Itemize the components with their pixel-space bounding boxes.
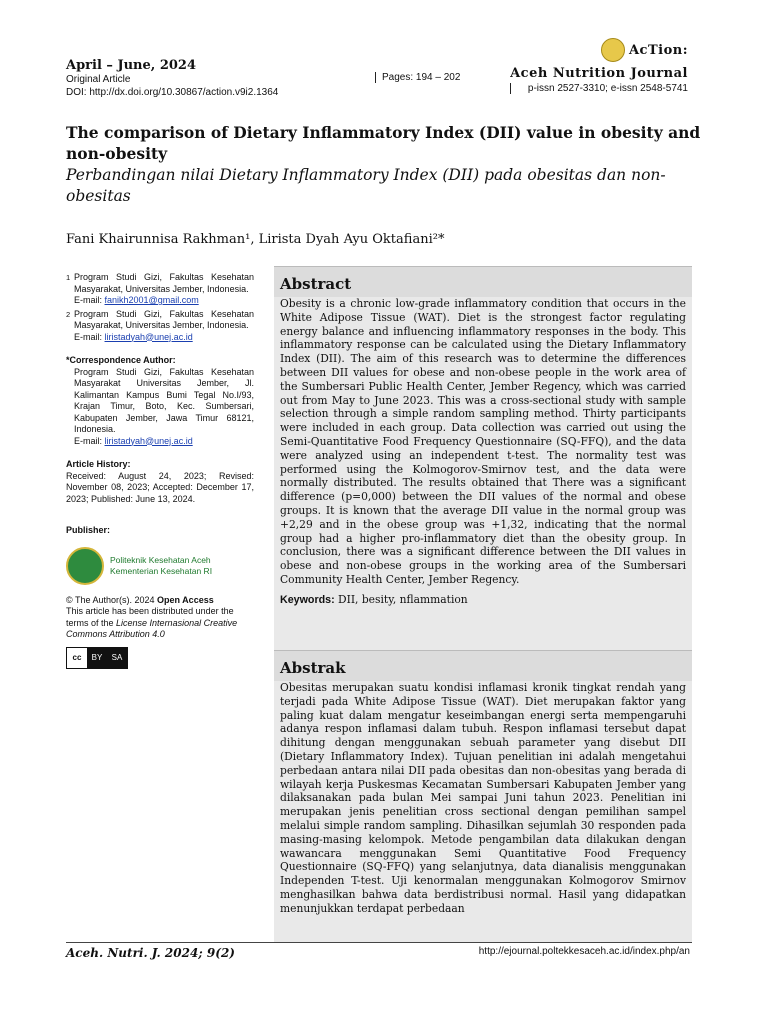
license	[66, 595, 254, 669]
keywords-label: Keywords:	[280, 593, 335, 606]
footer-url[interactable]: http://ejournal.poltekkesaceh.ac.id/index.php/an	[478, 946, 690, 957]
cc-license-badge[interactable]	[66, 647, 128, 669]
abstrak-heading: Abstrak	[274, 650, 692, 681]
history-heading: Article History:	[66, 459, 131, 469]
journal-name: Aceh Nutrition Journal	[510, 66, 688, 81]
email-link[interactable]: liristadyah@unej.ac.id	[104, 331, 193, 342]
authors: Fani Khairunnisa Rakhman¹, Lirista Dyah Ayu Oktafiani²*	[66, 232, 445, 247]
abstrak-text: Obesitas merupakan suatu kondisi inflamasi kronik tingkat rendah yang terjadi pada White Adipose Tissue (WAT). Diet merupakan faktor yang paling kuat dalam mengatur keseimbangan energi serta mempengaruhi adanya respon inflamasi dalam tubuh. Respon inflamasi tersebut dapat dihitung dengan menggunakan sebuah parameter yang disebut DII (Dietary Inflammatory Index). Tujuan penelitian ini adalah mengetahui perbedaan antara nilai DII pada obesitas dan non-obesitas yang berada di wilayah kerja Puskesmas Kecamatan Sumbersari Kabupaten Jember yang dilaksanakan pada bulan Mei sampai Juni tahun 2023. Penelitian ini merupakan jenis penelitian cross sectional dengan pemilihan sampel melalui simple random sampling. Dihasilkan sejumlah 30 responden pada masing-masing kelompok. Metode pengambilan data dilakukan dengan wawancara menggunakan Semi Quantitative Food Frequency Questionnaire (SQ-FFQ) yang selanjutnya, data dianalisis menggunakan Independen T-test. Uji kenormalan menggunakan Kolmogorov Smirnov menghasilkan bahwa data berdistribusi normal. Hasil yang didapatkan menunjukkan terdapat perbedaan	[280, 681, 686, 915]
issn: p-issn 2527-3310; e-issn 2548-5741	[510, 83, 688, 94]
article-history	[66, 459, 254, 505]
sa-icon: SA	[107, 648, 127, 668]
correspondence-email[interactable]: liristadyah@unej.ac.id	[104, 435, 193, 446]
abstract-section	[274, 266, 692, 612]
logo-text: AcTion:	[628, 42, 688, 58]
keywords	[274, 587, 692, 612]
article-type: Original Article	[66, 74, 131, 85]
abstrak-section	[274, 650, 692, 916]
cc-icon: cc	[67, 648, 87, 668]
title-english: The comparison of Dietary Inflammatory Index (DII) value in obesity and non-obesity	[66, 123, 701, 163]
abstract-heading: Abstract	[274, 266, 692, 297]
open-access: Open Access	[157, 594, 214, 605]
sidebar	[66, 272, 254, 669]
by-icon: BY	[87, 648, 107, 668]
title-indonesian: Perbandingan nilai Dietary Inflammatory Index (DII) pada obesitas dan non-obesitas	[66, 166, 666, 205]
publisher-heading: Publisher:	[66, 525, 111, 535]
copyright: © The Author(s). 2024	[66, 594, 158, 605]
affiliation-2	[66, 309, 254, 344]
email-label: E-mail:	[74, 331, 105, 342]
footer-divider	[66, 942, 692, 943]
issue-date: April – June, 2024	[66, 58, 197, 73]
affiliation-1	[66, 272, 254, 307]
affiliation-text: Program Studi Gizi, Fakultas Kesehatan Masyarakat, Universitas Jember, Indonesia.	[74, 308, 254, 330]
citation-text: Aceh. Nutri. J. 2024; 9(2)	[66, 946, 235, 960]
publisher-logo	[66, 547, 254, 585]
journal-header	[510, 38, 688, 94]
publisher-name-2: Kementerian Kesehatan RI	[110, 565, 213, 576]
poltekkes-emblem-icon	[66, 547, 104, 585]
affiliation-num: 2	[66, 309, 71, 319]
footer-citation	[66, 946, 235, 960]
abstract-box	[274, 266, 692, 942]
history-text: Received: August 24, 2023; Revised: November 08, 2023; Accepted: December 17, 2023; Published: June 13, 2024.	[66, 470, 254, 504]
correspondence-text: Program Studi Gizi, Fakultas Kesehatan Masyarakat Universitas Jember, Jl. Kalimantan Kampus Bumi Tegal No.I/93, Krajan Timur, Boto, Kec. Sumbersari, Kabupaten Jember, Jawa Timur 68121, Indonesia.	[74, 366, 254, 434]
journal-logo	[601, 38, 688, 62]
publisher-name-1: Politeknik Kesehatan Aceh	[110, 554, 211, 565]
email-link[interactable]: fanikh2001@gmail.com	[104, 295, 199, 305]
license-text: This article has been distributed under the terms of the	[66, 606, 234, 628]
correspondence-heading: *Correspondence Author:	[66, 355, 176, 365]
doi[interactable]: DOI: http://dx.doi.org/10.30867/action.v9i2.1364	[66, 87, 279, 98]
license-name: License Internasional Creative Commons Attribution 4.0	[66, 617, 238, 639]
page-range: Pages: 194 – 202	[375, 72, 460, 83]
publisher	[66, 525, 254, 585]
keywords-list: DII, besity, nflammation	[334, 592, 468, 606]
abstract-text: Obesity is a chronic low-grade inflammatory condition that occurs in the White Adipose Tissue (WAT). Diet is the strongest factor regulating energy balance and influencing inflammatory responses in the body. This inflammatory response can be calculated using the Dietary Inflammatory Index (DII). The aim of this research was to determine the differences between DII values for obese and non-obese people in the work area of the Sumbersari Public Health Center, Jember Regency, which was carried out from May to June 2023. This was a cross-sectional study with sample selection through a simple random sampling method. Thirty participants were included in each group. Data collection was carried out using the Semi-Quantitative Food Frequency Questionnaire (SQ-FFQ), and the data were analyzed using an independent t-test. The normality test was performed using the Kolmogorov-Smirnov test, and the data were normally distributed. The results obtained that There was a significant difference (p=0,000) between the DII values of the normal and obese groups. It is known that the average DII value in the normal group was +2,29 and in the obese group was +1,32, indicating that the normal group had a higher pro-inflammatory diet than the obesity group. In conclusion, there was a significant difference between the DII values in obese and non-obese groups in the working area of the Sumbersari Community Health Center, Jember Regency.	[280, 297, 686, 586]
email-label: E-mail:	[74, 435, 105, 446]
affiliation-text: Program Studi Gizi, Fakultas Kesehatan Masyarakat, Universitas Jember, Indonesia.	[74, 272, 254, 294]
email-label: E-mail:	[74, 295, 105, 305]
affiliation-num: 1	[66, 273, 71, 282]
journal-emblem-icon	[601, 38, 625, 62]
correspondence	[66, 355, 254, 447]
